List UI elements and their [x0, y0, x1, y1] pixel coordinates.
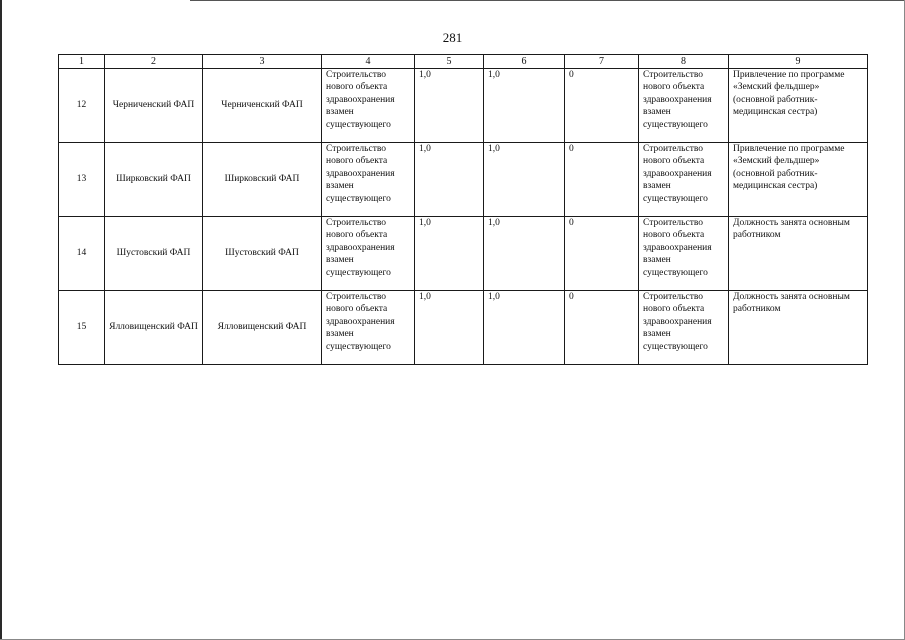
- row-staffing: Привлечение по программе «Земский фельдшер» (основной работник- медицинская сестра): [729, 69, 868, 143]
- header-cell-2: 2: [105, 55, 203, 69]
- row-staffing: Привлечение по программе «Земский фельдшер» (основной работник- медицинская сестра): [729, 143, 868, 217]
- row-facility: Ширковский ФАП: [203, 143, 322, 217]
- document-table: [58, 54, 868, 365]
- row-name: Ялловищенский ФАП: [105, 291, 203, 365]
- header-cell-9: 9: [729, 55, 868, 69]
- row-col7: 0: [565, 217, 639, 291]
- row-result: Строительство нового объекта здравоохранения взамен существующего: [639, 69, 729, 143]
- row-name: Ширковский ФАП: [105, 143, 203, 217]
- row-facility: Ялловищенский ФАП: [203, 291, 322, 365]
- row-col7: 0: [565, 69, 639, 143]
- header-cell-4: 4: [322, 55, 415, 69]
- header-cell-8: 8: [639, 55, 729, 69]
- row-number: 14: [59, 217, 105, 291]
- row-staffing: Должность занята основным работником: [729, 217, 868, 291]
- scan-edge-top: [190, 0, 905, 1]
- row-measure: Строительство нового объекта здравоохранения взамен существующего: [322, 291, 415, 365]
- header-cell-1: 1: [59, 55, 105, 69]
- row-col6: 1,0: [484, 143, 565, 217]
- row-col5: 1,0: [415, 143, 484, 217]
- row-number: 13: [59, 143, 105, 217]
- header-cell-5: 5: [415, 55, 484, 69]
- row-col7: 0: [565, 291, 639, 365]
- row-staffing: Должность занята основным работником: [729, 291, 868, 365]
- table-row: [59, 291, 868, 365]
- row-number: 15: [59, 291, 105, 365]
- table-header: [59, 55, 868, 69]
- row-measure: Строительство нового объекта здравоохранения взамен существующего: [322, 143, 415, 217]
- row-facility: Черниченский ФАП: [203, 69, 322, 143]
- row-col7: 0: [565, 143, 639, 217]
- row-col6: 1,0: [484, 69, 565, 143]
- page-number: 281: [442, 30, 463, 45]
- row-result: Строительство нового объекта здравоохранения взамен существующего: [639, 217, 729, 291]
- row-facility: Шустовский ФАП: [203, 217, 322, 291]
- header-row: [59, 55, 868, 69]
- row-result: Строительство нового объекта здравоохранения взамен существующего: [639, 143, 729, 217]
- row-col5: 1,0: [415, 69, 484, 143]
- row-col6: 1,0: [484, 217, 565, 291]
- row-col5: 1,0: [415, 217, 484, 291]
- header-cell-6: 6: [484, 55, 565, 69]
- header-cell-3: 3: [203, 55, 322, 69]
- table-row: [59, 217, 868, 291]
- scan-edge-left: [0, 0, 2, 640]
- row-measure: Строительство нового объекта здравоохранения взамен существующего: [322, 69, 415, 143]
- row-measure: Строительство нового объекта здравоохранения взамен существующего: [322, 217, 415, 291]
- row-name: Шустовский ФАП: [105, 217, 203, 291]
- table-row: [59, 69, 868, 143]
- row-result: Строительство нового объекта здравоохранения взамен существующего: [639, 291, 729, 365]
- row-name: Черниченский ФАП: [105, 69, 203, 143]
- header-cell-7: 7: [565, 55, 639, 69]
- table-row: [59, 143, 868, 217]
- row-col6: 1,0: [484, 291, 565, 365]
- row-col5: 1,0: [415, 291, 484, 365]
- table-body: [59, 69, 868, 365]
- row-number: 12: [59, 69, 105, 143]
